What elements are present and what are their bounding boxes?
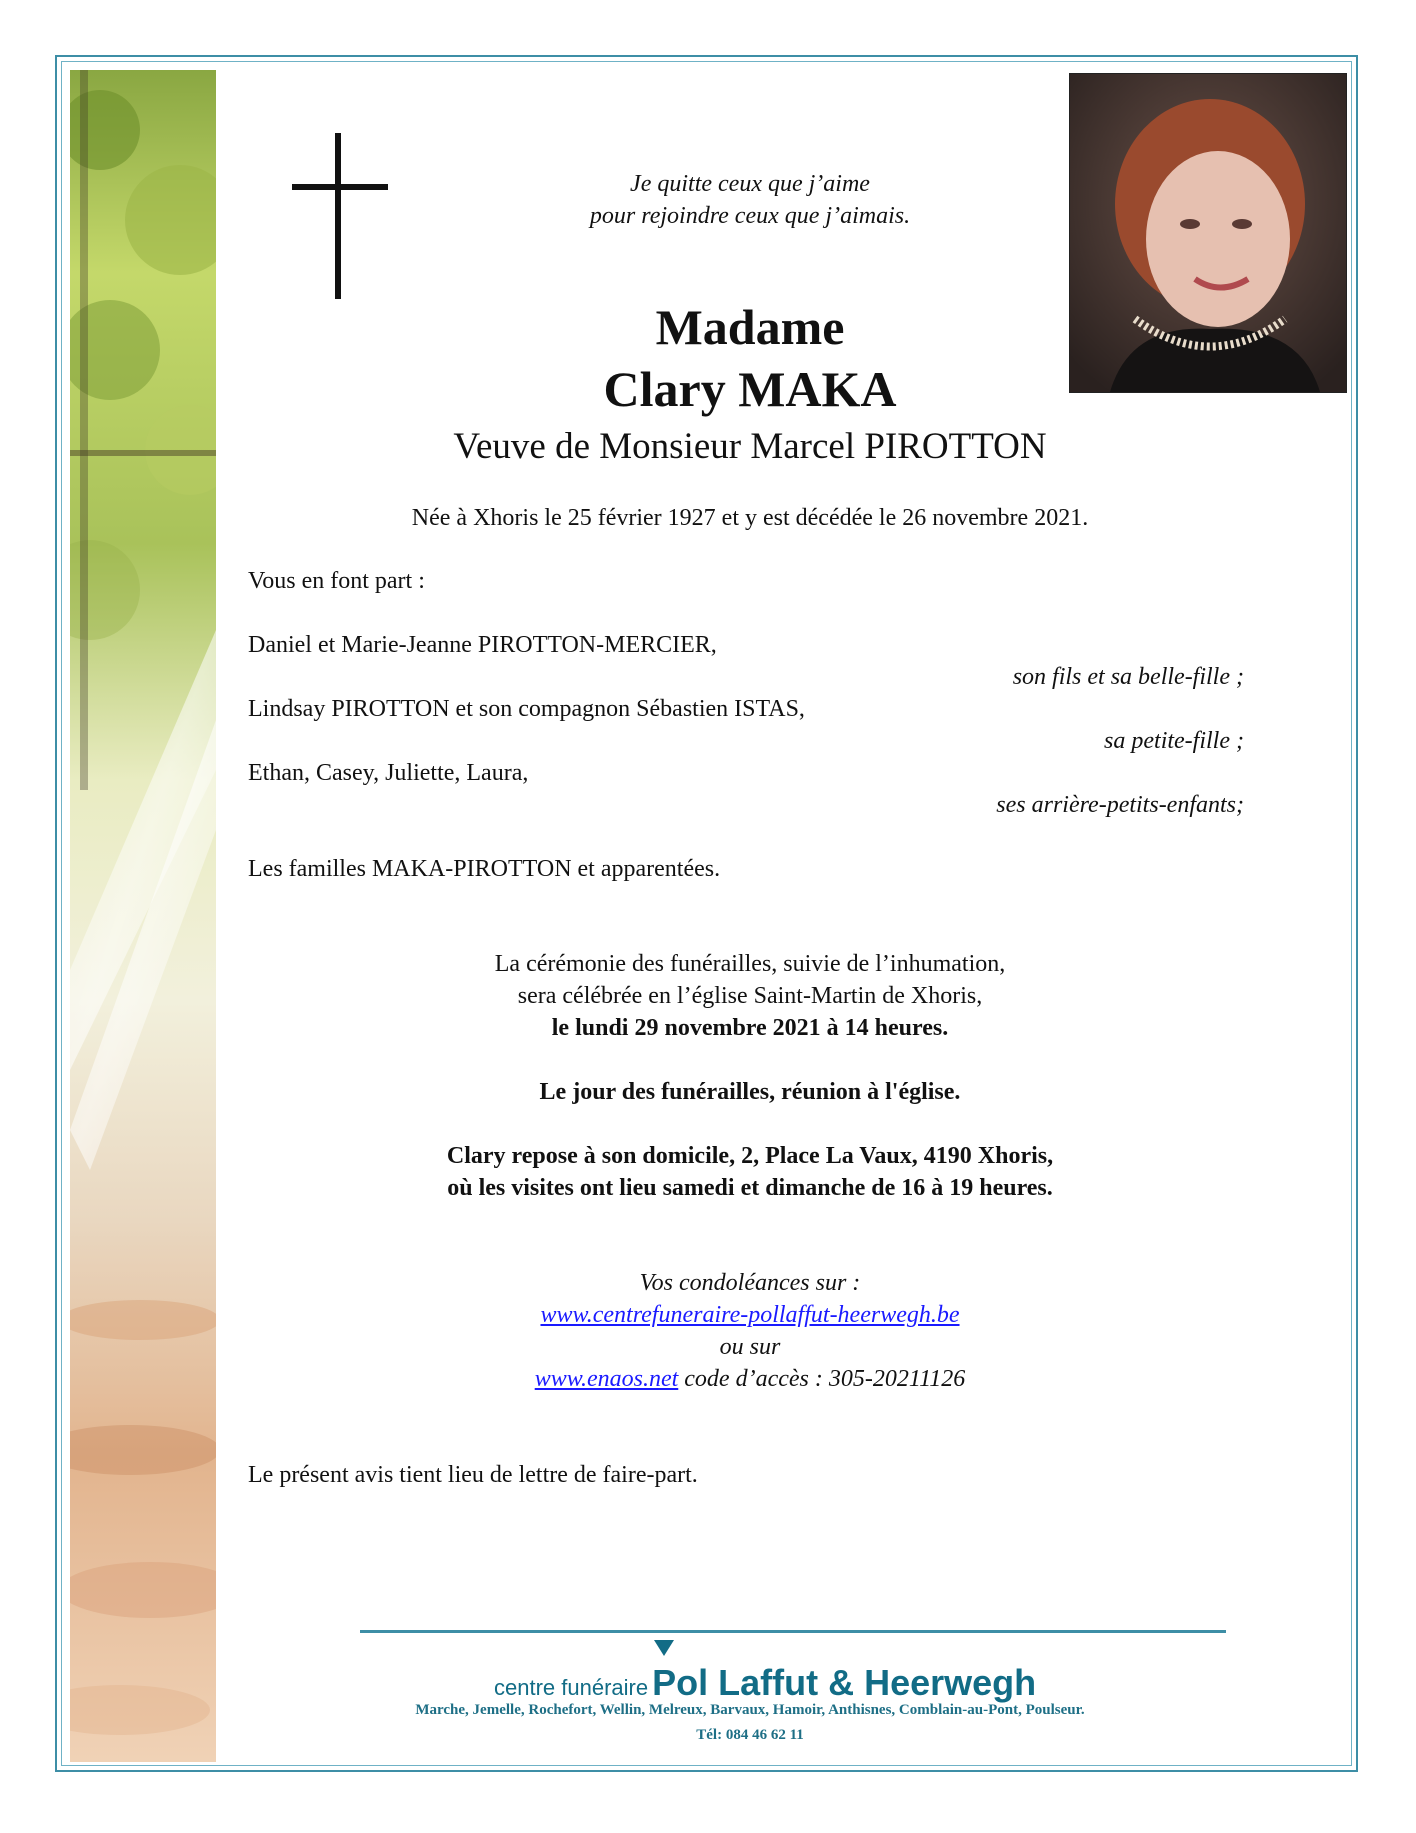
rest-line-2: où les visites ont lieu samedi et dimanche de 16 à 19 heures. bbox=[447, 1175, 1053, 1201]
condolences-or: ou sur bbox=[719, 1334, 781, 1360]
deceased-name: Clary MAKA bbox=[603, 361, 897, 417]
family-names-3: Ethan, Casey, Juliette, Laura, bbox=[248, 760, 529, 786]
spouse-line: Veuve de Monsieur Marcel PIROTTON bbox=[453, 426, 1047, 467]
footer-divider bbox=[360, 1630, 1226, 1633]
quote-line-1: Je quitte ceux que j’aime bbox=[630, 171, 870, 197]
cross-icon bbox=[292, 133, 388, 299]
condolences-link-2[interactable]: www.enaos.net bbox=[534, 1366, 679, 1392]
footer-phone: Tél: 084 46 62 11 bbox=[696, 1727, 804, 1743]
condolences-link-1[interactable]: www.centrefuneraire-pollaffut-heerwegh.be bbox=[540, 1302, 960, 1328]
family-relation-3: ses arrière-petits-enfants; bbox=[996, 792, 1244, 818]
family-relation-1: son fils et sa belle-fille ; bbox=[1012, 664, 1244, 690]
family-names-1: Daniel et Marie-Jeanne PIROTTON-MERCIER, bbox=[248, 632, 717, 658]
birth-death-dates: Née à Xhoris le 25 février 1927 et y est décédée le 26 novembre 2021. bbox=[411, 505, 1089, 531]
ceremony-line-2: sera célébrée en l’église Saint-Martin de Xhoris, bbox=[517, 983, 983, 1009]
notice-line: Le présent avis tient lieu de lettre de faire-part. bbox=[248, 1462, 698, 1488]
families-line: Les familles MAKA-PIROTTON et apparentées. bbox=[248, 856, 721, 882]
access-code: code d’accès : 305-20211126 bbox=[684, 1366, 966, 1392]
ceremony-line-1: La cérémonie des funérailles, suivie de l’inhumation, bbox=[494, 951, 1006, 977]
logo-big-text: Pol Laffut & Heerwegh bbox=[652, 1662, 1037, 1703]
portrait-photo bbox=[1069, 73, 1347, 393]
ceremony-date: le lundi 29 novembre 2021 à 14 heures. bbox=[551, 1015, 949, 1041]
funeral-home-logo bbox=[494, 1662, 1036, 1704]
announcement-intro: Vous en font part : bbox=[248, 568, 425, 594]
footer-towns: Marche, Jemelle, Rochefort, Wellin, Melreux, Barvaux, Hamoir, Anthisnes, Comblain-au-Pont, Poulseur. bbox=[415, 1702, 1085, 1718]
condolences-intro: Vos condoléances sur : bbox=[639, 1270, 861, 1296]
logo-triangle-icon bbox=[654, 1640, 674, 1656]
condolences-line-2 bbox=[350, 1366, 1150, 1393]
rest-line-1: Clary repose à son domicile, 2, Place La Vaux, 4190 Xhoris, bbox=[446, 1143, 1054, 1169]
family-names-2: Lindsay PIROTTON et son compagnon Sébastien ISTAS, bbox=[248, 696, 805, 722]
logo-small-text: centre funéraire bbox=[494, 1675, 649, 1700]
family-relation-2: sa petite-fille ; bbox=[1104, 728, 1244, 754]
quote-line-2: pour rejoindre ceux que j’aimais. bbox=[589, 203, 911, 229]
meeting-line: Le jour des funérailles, réunion à l'église. bbox=[539, 1079, 961, 1105]
deceased-title: Madame bbox=[655, 299, 845, 355]
forest-path-image bbox=[70, 70, 216, 1762]
